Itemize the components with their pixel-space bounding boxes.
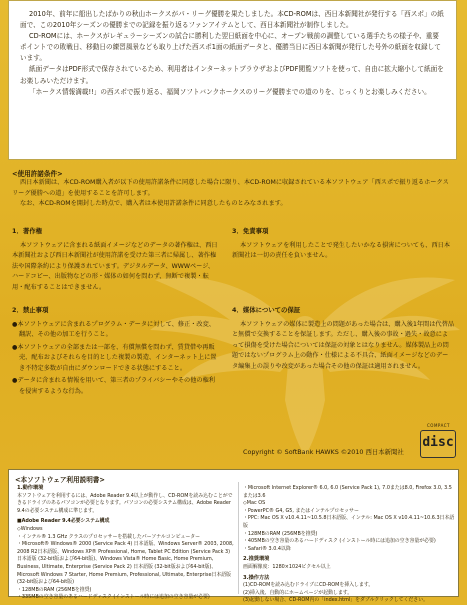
manual-os-label: ◇Mac OS <box>243 500 266 507</box>
manual-list-item: ・128MBのRAM (256MBを推奨) <box>17 586 92 593</box>
section-title: 4．媒体についての保証 <box>232 306 301 314</box>
manual-os-label: ◇Windows <box>17 525 43 532</box>
section-disclaimer <box>232 226 454 264</box>
manual-title: <本ソフトウェア利用説明書> <box>15 476 105 484</box>
terms-intro-text: なお、本CD-ROMを開封した時点で、購入者は本使用許諾条件に同意したものとみなされます。 <box>20 200 287 207</box>
list-item: ●本ソフトウェアの全部または一部を、有償無償を問わず、賃貸借や再販売、配布およびそれらを目的とした複製の製造、インターネット上に置き不特定多数が自由にダウンロードできる状態にすること。 <box>12 343 217 372</box>
section-copyright <box>12 226 218 295</box>
manual-subheading: ■Adobe Reader 9.4必要システム構成 <box>17 518 110 525</box>
compact-disc-logo-caption: COMPACT <box>427 423 450 428</box>
manual-right-column <box>243 485 455 605</box>
copyright-text: Copyright © SoftBank HAWKS ©2010 西日本新聞社 <box>243 448 404 456</box>
manual-list-item: ・インテル® 1.3 GHz クラスのプロセッサーを搭載したパーソナルコンピューター <box>17 533 201 540</box>
intro-paragraph: 2010年、前年に船出したばかりの秋山ホークスがパ・リーグ優勝を果たしました。本CD-ROMは、西日本新聞社が発行する「西スポ」の紙面で、この2010年シーズンの優勝までの記録を振り返るファンアイテムとして、西日本新聞社が制作しました。 <box>20 10 444 30</box>
list-item: ●データに含まれる情報を用いて、第三者のプライバシーやその他の権利を侵害するような行為。 <box>12 377 215 395</box>
section-title: 2．禁止事項 <box>12 306 49 314</box>
intro-paragraph: CD-ROMには、ホークスがレギュラーシーズンの試合に勝利した翌日紙面を中心に、オープン戦前の調整している選手たちの様子や、重要ポイントでの敗戦日、移動日の練習風景なども取り上げた西スポ1面の紙面データと、優勝当日に西日本新聞が発行した号外の紙面を収録しています。 <box>20 32 441 63</box>
section-prohibited <box>12 305 218 399</box>
intro-paragraph: 「ホークス情報満載!!」の西スポで振り返る、福岡ソフトバンクホークスのリーグ優勝までの道のりを、じっくりとお楽しみください。 <box>29 87 431 96</box>
section-media-warranty <box>232 305 454 374</box>
manual-text: 画面解像度：1280×1024ピクセル以上 <box>243 563 331 570</box>
manual-list-item: ・128MBのRAM (256MBを推奨) <box>243 530 318 537</box>
section-body: 本ソフトウェアに含まれる紙面イメージなどのデータの著作権は、西日本新聞社および西日本新聞社が使用許諾を受けた第三者に帰属し、著作権法や国際条約により保護されています。デジタルデータ、WWWページ、ハードコピー、出版物などの形・媒体の如何を問わず、無断で複製・転用・配布することはできません。 <box>12 241 218 291</box>
intro-panel <box>8 0 457 160</box>
section-title: 3．免責事項 <box>232 227 269 235</box>
terms-intro-text: 西日本新聞は、本CD-ROM購入者が以下の使用許諾条件に同意した場合に限り、本CD-ROMに収録されている本ソフトウェア「西スポで振り返るホークスリーグ優勝への道」を使用することを許可します。 <box>12 179 449 197</box>
section-body: 本ソフトウェアを利用したことで発生したいかなる損害についても、西日本新聞社は一切の責任を負いません。 <box>232 241 451 259</box>
manual-section-title: 2.推奨環境 <box>243 556 270 563</box>
manual-list-item: ・Microsoft® Windows® 2000 (Service Pack 4) 日本語版、Windows Server® 2003, 2008, 2008 R2日本語版、Windows XP® Professional, Home, Tablet PC Edition (Service Pack 3) 日本語版 (32-bit版および64-bit版)、Windows Vista® Home Basic, Home Premium, Business, Ultimate, Enterprise (Service Pack 2) 日本語版 (32-bit版および64-bit版)、Microsoft Windows 7 Starter, Home Premium, Professional, Ultimate, Enterprise日本語版 (32-bit版および64-bit版) <box>17 541 234 586</box>
column-divider <box>238 482 239 594</box>
manual-text: 本ソフトウェアを利用するには、Adobe Reader 9.4以上が動作し、CD-ROMを読み込むことができるドライブのあるパソコンが必要となります。パソコンの必要システム構成は、Adobe Reader 9.4の必要システム構成に準じます。 <box>17 492 233 514</box>
manual-step: (2)挿入後、自動的にホームページが起動します。 <box>243 589 353 596</box>
section-title: 1．著作権 <box>12 227 43 235</box>
manual-list-item: ・335MBの空き容量のあるハードディスク (インストール時には追加の空き容量が必要) <box>17 594 210 601</box>
intro-paragraph: 紙面データはPDF形式で保存されているため、利用者はインターネットブラウザおよびPDF閲覧ソフトを使って、自由に拡大縮小して紙面をお楽しみいただけます。 <box>20 65 444 85</box>
list-item: ●本ソフトウェアに含まれるプログラム・データに対して、修正・改変、翻訳、その他の加工を行うこと。 <box>12 320 215 338</box>
manual-list-item: ・405MBの空き容量のあるハードディスク (インストール時には追加の空き容量が必要) <box>243 538 436 545</box>
manual-section-title: 1.動作環境 <box>17 485 44 491</box>
terms-heading: <使用許諾条件> <box>12 170 63 178</box>
terms-intro <box>12 178 452 210</box>
compact-disc-logo: disc <box>420 430 456 458</box>
manual-panel <box>8 469 459 604</box>
manual-list-item: ・Microsoft Internet Explorer® 6.0, 6.0 (Service Pack 1), 7.0または8.0, Firefox 3.0, 3.5または3.6 <box>243 485 452 499</box>
manual-list-item: ・PowerPC® G4, G5, またはインテルプロセッサー <box>243 507 359 514</box>
manual-step: (1)CD-ROMを読み込むドライブにCD-ROMを挿入します。 <box>243 582 374 589</box>
manual-list-item: ・Safari® 3.0.4以降 <box>243 545 291 552</box>
manual-list-item: ・PPC: Mac OS X v10.4.11~10.5.8日本語版、インテル: Mac OS X v10.4.11~10.6.3日本語版 <box>243 515 455 529</box>
manual-section-title: 3.操作方法 <box>243 574 270 581</box>
section-body: 本ソフトウェアの媒体に製造上の問題があった場合は、購入後1年間は代替品と無償で交換することを保証します。ただし、購入後の事故・過失・故意によって損傷を受けた場合については保証の対象とはなりません。媒体製品上の問題ではないプログラム上の動作・仕様による不具合、紙面イメージなどのデータ編集上の誤りや改変があった場合その他の保証は適用されません。 <box>232 320 454 370</box>
manual-step: (3)起動しない場合、CD-ROM内の「index.html」をダブルクリックしてください。 <box>243 597 428 604</box>
manual-left-column <box>17 485 235 602</box>
